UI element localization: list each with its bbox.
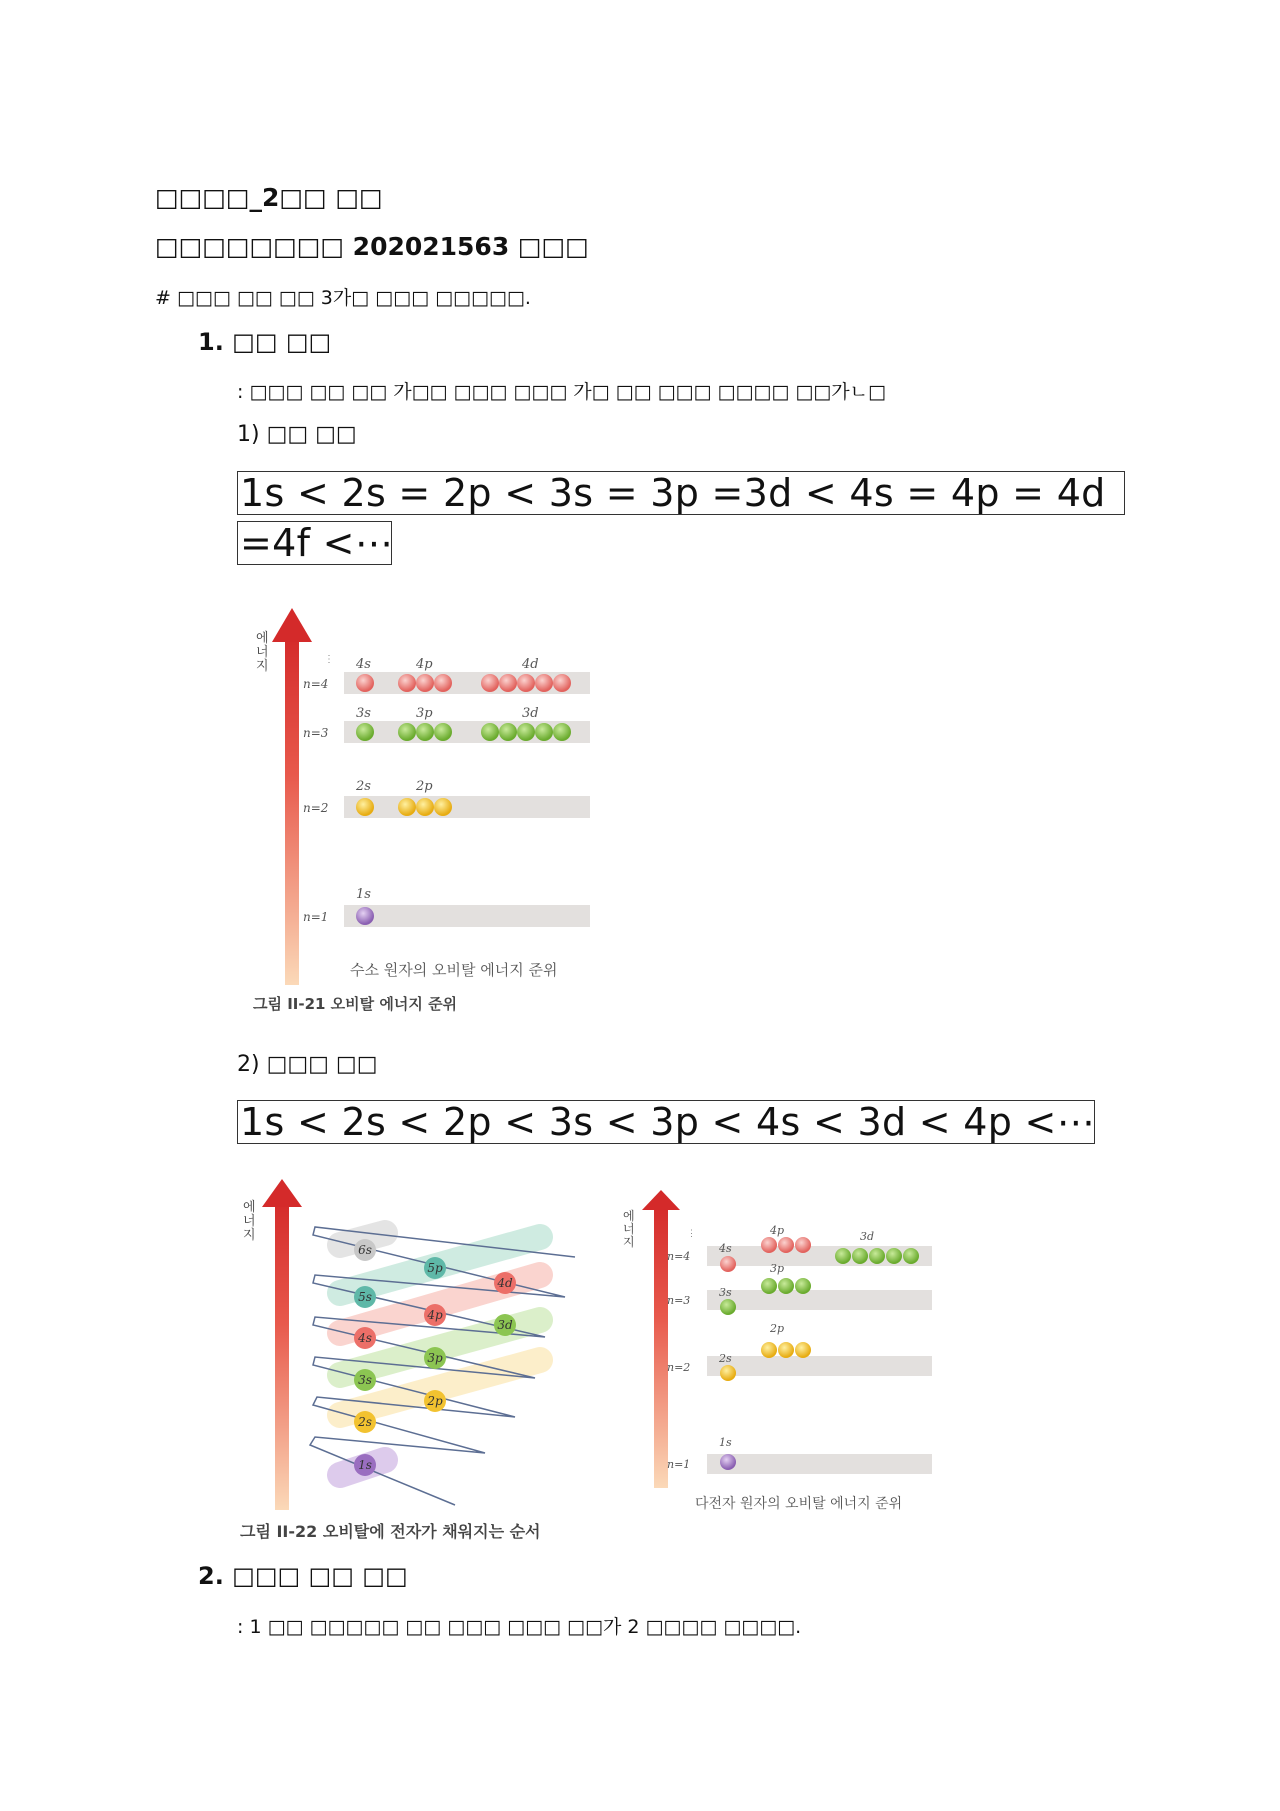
energy-arrow-head-icon	[642, 1190, 680, 1210]
formula-hydrogen-line2: =4f <⋯	[237, 521, 392, 565]
svg-text:n=3: n=3	[667, 1294, 691, 1307]
svg-text:3s: 3s	[356, 706, 371, 721]
section2-description: : 1 □□ □□□□□ □□ □□□ □□□ □□가 2 □□□□ □□□□.	[237, 1616, 802, 1638]
intro-text: # □□□ □□ □□ 3가□ □□□ □□□□□.	[155, 287, 531, 309]
svg-text:n=4: n=4	[667, 1250, 691, 1263]
svg-text:지: 지	[256, 659, 269, 674]
svg-text:에: 에	[243, 1200, 256, 1215]
section1-description: : □□□ □□ □□ 가□□ □□□ □□□ 가□ □□ □□□ □□□□ □□가ㄴ□	[237, 381, 886, 403]
figure-hydrogen-orbital-energy	[250, 600, 610, 1020]
svg-text:4d: 4d	[522, 657, 539, 672]
svg-text:1s: 1s	[356, 887, 371, 902]
svg-text:지: 지	[623, 1235, 635, 1249]
svg-text:4p: 4p	[770, 1224, 785, 1237]
figure-aufbau-order	[235, 1175, 610, 1545]
svg-text:2s: 2s	[719, 1352, 732, 1365]
sub1-label: 1) □□ □□	[237, 422, 357, 447]
section1-heading: 1. □□ □□	[198, 328, 332, 356]
svg-text:2p: 2p	[427, 1394, 443, 1408]
svg-text:4p: 4p	[416, 657, 433, 672]
svg-text:4p: 4p	[427, 1308, 443, 1322]
formula-multielectron: 1s < 2s < 2p < 3s < 3p < 4s < 3d < 4p <⋯	[237, 1100, 1095, 1144]
svg-text:2s: 2s	[358, 1415, 372, 1429]
svg-text:6s: 6s	[358, 1243, 372, 1257]
figure2-caption: 그림 II-22 오비탈에 전자가 채워지는 순서	[240, 1522, 541, 1541]
svg-text:⋮: ⋮	[324, 654, 334, 665]
svg-text:3p: 3p	[770, 1262, 785, 1275]
svg-text:3p: 3p	[427, 1351, 443, 1365]
svg-text:에: 에	[256, 631, 269, 646]
svg-text:4d: 4d	[497, 1276, 513, 1290]
figure1-subcaption: 수소 원자의 오비탈 에너지 준위	[350, 961, 558, 979]
svg-text:5p: 5p	[427, 1261, 443, 1275]
svg-text:1s: 1s	[719, 1436, 732, 1449]
energy-arrow-head-icon	[272, 608, 312, 642]
figure-multielectron-orbital-energy	[615, 1178, 935, 1518]
figure2-right-subcaption: 다전자 원자의 오비탈 에너지 준위	[695, 1496, 903, 1512]
svg-text:1s: 1s	[358, 1458, 372, 1472]
svg-text:4s: 4s	[356, 657, 371, 672]
svg-text:3d: 3d	[497, 1318, 513, 1332]
document-title: □□□□_2□□ □□	[155, 183, 383, 212]
svg-text:⋮: ⋮	[687, 1229, 696, 1239]
formula-hydrogen-line1: 1s < 2s = 2p < 3s = 3p =3d < 4s = 4p = 4d	[237, 471, 1125, 515]
energy-arrow-shaft	[285, 635, 299, 985]
svg-text:4s: 4s	[358, 1331, 372, 1345]
section2-heading: 2. □□□ □□ □□	[198, 1562, 408, 1590]
svg-text:n=2: n=2	[667, 1361, 691, 1374]
sub2-label: 2) □□□ □□	[237, 1052, 378, 1077]
author-line: □□□□□□□□ 202021563 □□□	[155, 232, 589, 261]
svg-text:너: 너	[623, 1222, 635, 1236]
svg-text:너: 너	[243, 1214, 256, 1229]
svg-text:2p: 2p	[770, 1322, 785, 1335]
svg-text:n=3: n=3	[303, 726, 329, 740]
svg-text:3p: 3p	[416, 706, 433, 721]
svg-text:2p: 2p	[416, 779, 433, 794]
svg-text:3s: 3s	[358, 1373, 372, 1387]
svg-text:3d: 3d	[522, 706, 539, 721]
energy-arrow-head-icon	[262, 1179, 302, 1207]
svg-text:n=1: n=1	[303, 910, 329, 924]
svg-text:3d: 3d	[860, 1230, 875, 1243]
svg-text:4s: 4s	[719, 1242, 732, 1255]
svg-text:n=1: n=1	[667, 1458, 691, 1471]
svg-text:에: 에	[623, 1209, 635, 1223]
svg-text:너: 너	[256, 645, 269, 660]
svg-text:5s: 5s	[358, 1290, 372, 1304]
svg-text:n=4: n=4	[303, 677, 329, 691]
svg-text:2s: 2s	[356, 779, 371, 794]
svg-text:n=2: n=2	[303, 801, 329, 815]
svg-text:3s: 3s	[719, 1286, 732, 1299]
figure1-caption: 그림 II-21 오비탈 에너지 준위	[253, 995, 458, 1013]
svg-text:지: 지	[243, 1228, 256, 1243]
